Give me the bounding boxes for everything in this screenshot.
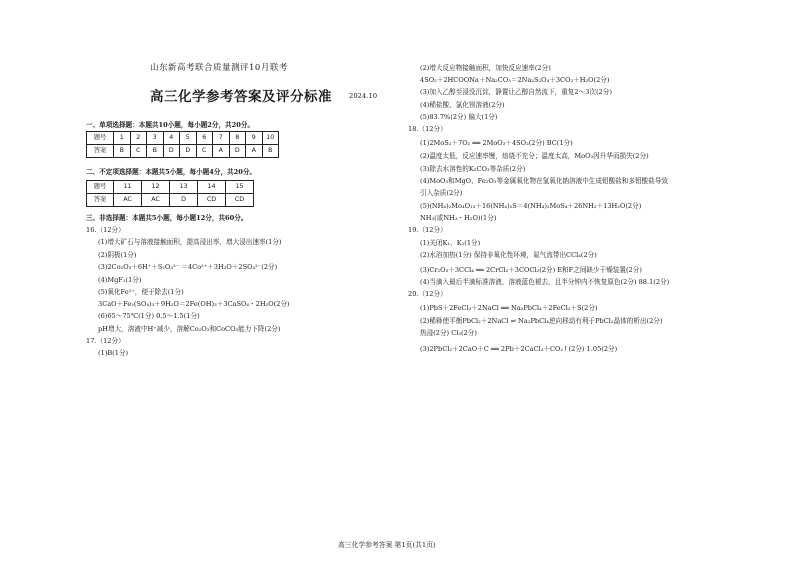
answer-line: (5)83.7%(2分) 偏大(1分) bbox=[420, 113, 498, 121]
answer-line: (5)氧化Fe²⁺，便于除去(1分) bbox=[98, 288, 184, 296]
answer-line: 3CaO＋Fe₂(SO₄)₃＋9H₂O＝2Fe(OH)₃＋3CaSO₄・2H₂O(2分) bbox=[98, 300, 290, 308]
table-cell: CD bbox=[198, 194, 226, 207]
exam-header: 山东新高考联合质量测评10月联考 bbox=[150, 63, 288, 73]
table-row bbox=[87, 145, 279, 158]
answer-line: (2)阴极(1分) bbox=[98, 251, 137, 259]
table-cell: CD bbox=[226, 194, 254, 207]
table-cell: 10 bbox=[262, 132, 279, 145]
table-cell: 9 bbox=[246, 132, 263, 145]
table-row bbox=[87, 132, 279, 145]
table-cell: A bbox=[246, 145, 263, 158]
answer-line: (3)加入乙醇至浸没沉淀，静置让乙醇自然流下，重复2～3次(2分) bbox=[420, 88, 612, 96]
answer-line: (4)MoO₃和MgO、Fe₂O₃等金属氧化物在氢氧化钠溶液中生成钼酸盐和多钼酸盐导致 bbox=[420, 177, 668, 185]
single-choice-answer-table bbox=[86, 131, 279, 158]
answer-line: (2)温度太低，反应速率慢，焙烧不充分；温度太高，MoO₃因升华而损失(2分) bbox=[420, 152, 649, 160]
table-cell: D bbox=[180, 145, 197, 158]
table-cell: 5 bbox=[180, 132, 197, 145]
answer-line: 20.（12分） bbox=[408, 290, 447, 298]
answer-line: (1)2MoS₂＋7O₂ ══ 2MoO₃＋4SO₂(2分) BC(1分) bbox=[420, 139, 573, 147]
answer-line: (3)2Co₂O₃＋6H⁺＋S₂O₃²⁻ ＝4Co²⁺＋3H₂O＋2SO₄²⁻(2分) bbox=[98, 263, 278, 271]
section3-heading: 三、非选择题：本题共5小题，每小题12分，共60分。 bbox=[86, 214, 248, 222]
table-cell: 3 bbox=[147, 132, 164, 145]
multi-choice-answer-table bbox=[86, 180, 254, 207]
page-title: 高三化学参考答案及评分标准 bbox=[150, 89, 332, 105]
table-cell: 题号 bbox=[87, 132, 114, 145]
table-cell: 11 bbox=[114, 181, 142, 194]
table-row bbox=[87, 194, 254, 207]
table-cell: 15 bbox=[226, 181, 254, 194]
exam-date: 2024.10 bbox=[349, 92, 378, 100]
table-cell: A bbox=[213, 145, 230, 158]
answer-line: pH增大，溶液中H⁺减少，溶解Co₂O₃和CoCO₃能力下降(2分) bbox=[98, 325, 281, 333]
answer-line: (6)65～75℃(1分) 0.5～1.5(1分) bbox=[98, 312, 200, 320]
table-cell: AC bbox=[142, 194, 170, 207]
answer-line: (3)除去水溶性的K₂CO₃等杂质(2分) bbox=[420, 165, 526, 173]
table-cell: 答案 bbox=[87, 145, 114, 158]
table-cell: 14 bbox=[198, 181, 226, 194]
answer-line: 19.（12分） bbox=[408, 226, 447, 234]
answer-line: 16.（12分） bbox=[86, 226, 125, 234]
table-cell: 4 bbox=[163, 132, 180, 145]
answer-line: (4)稀盐酸、氯化钡溶液(2分) bbox=[420, 101, 505, 109]
table-cell: 13 bbox=[170, 181, 198, 194]
answer-line: (1)关闭K₁、K₂(1分) bbox=[420, 239, 481, 247]
table-cell: C bbox=[130, 145, 147, 158]
table-cell: 2 bbox=[130, 132, 147, 145]
answer-line: (2)增大反应物接触面积，加快反应速率(2分) bbox=[420, 64, 551, 72]
page-footer: 高三化学参考答案 第1页(共1页) bbox=[338, 541, 436, 549]
answer-line: (1)增大矿石与溶液接触面积，提高浸出率，增大浸出速率(1分) bbox=[98, 238, 282, 246]
answer-line: (2)水浴加热(1分) 保持非氧化性环境，氮气流带出CCl₄(2分) bbox=[420, 251, 597, 259]
answer-line: (2)稀释使平衡PbCl₂＋2NaCl ⇌ Na₂PbCl₄逆向移动有利于PbCl₂晶体的析出(2分) bbox=[420, 317, 663, 325]
table-row bbox=[87, 181, 254, 194]
answer-line: 热浸(2分) Cl₂(2分) bbox=[420, 329, 477, 337]
answer-line: (1)B(1分) bbox=[98, 349, 129, 357]
answer-line: (4)当滴入最后半滴标准溶液，溶液蓝色褪去，且半分钟内不恢复原色(2分) 88.1(2分) bbox=[420, 278, 670, 286]
table-cell: D bbox=[170, 194, 198, 207]
table-cell: B bbox=[147, 145, 164, 158]
answer-line: (5)(NH₄)₂Mo₄O₁₃＋16(NH₄)₂S＝4(NH₄)₂MoS₄＋26NH₃＋13H₂O(2分) bbox=[420, 202, 642, 210]
table-cell: 答案 bbox=[87, 194, 114, 207]
section1-heading: 一、单项选择题：本题共10小题，每小题2分，共20分。 bbox=[86, 121, 255, 129]
answer-line: (3)Cr₂O₃＋3CCl₄ ══ 2CrCl₃＋3COCl₂(2分) E和F之间缺少干燥装置(2分) bbox=[420, 266, 642, 274]
table-cell: 1 bbox=[114, 132, 131, 145]
table-cell: 8 bbox=[229, 132, 246, 145]
answer-line: 4SO₂＋2HCOONa＋Na₂CO₃＝2Na₂S₂O₄＋3CO₂＋H₂O(2分) bbox=[420, 76, 610, 84]
answer-line: (1)PbS＋2FeCl₃＋2NaCl ══ Na₂PbCl₄＋2FeCl₂＋S(2分) bbox=[420, 304, 598, 312]
section2-heading: 二、不定项选择题：本题共5小题，每小题4分，共20分。 bbox=[86, 168, 257, 176]
table-cell: B bbox=[262, 145, 279, 158]
answer-line: 引入杂质(2分) bbox=[420, 189, 463, 197]
table-cell: AC bbox=[114, 194, 142, 207]
table-cell: 题号 bbox=[87, 181, 114, 194]
table-cell: 6 bbox=[196, 132, 213, 145]
answer-line: (4)MgF₂(1分) bbox=[98, 276, 142, 284]
table-cell: C bbox=[196, 145, 213, 158]
answer-line: NH₃(或NH₃・H₂O)(1分) bbox=[420, 214, 497, 222]
table-cell: 7 bbox=[213, 132, 230, 145]
answer-line: 17.（12分） bbox=[86, 337, 125, 345]
table-cell: 12 bbox=[142, 181, 170, 194]
table-cell: D bbox=[229, 145, 246, 158]
answer-line: (3)2PbCl₂＋2CaO＋C ══ 2Pb＋2CaCl₂＋CO₂↑(2分) 1.05(2分) bbox=[420, 345, 618, 353]
table-cell: D bbox=[163, 145, 180, 158]
table-cell: B bbox=[114, 145, 131, 158]
answer-line: 18.（12分） bbox=[408, 125, 447, 133]
